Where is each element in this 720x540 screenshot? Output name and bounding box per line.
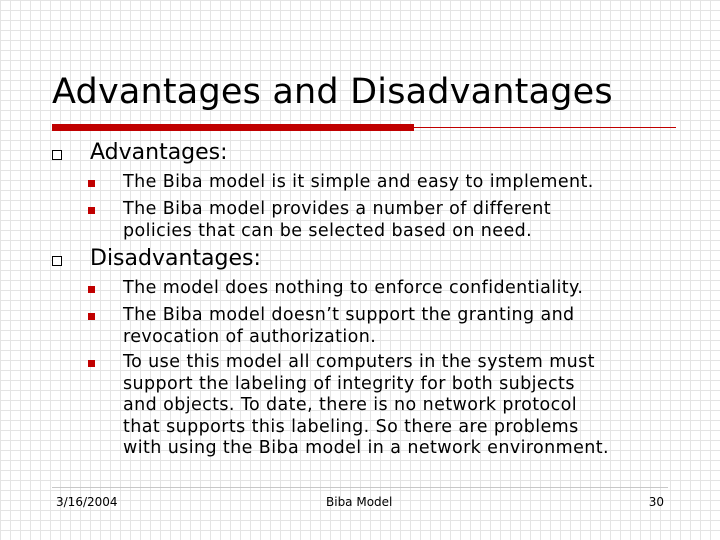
list-item-line: The Biba model is it simple and easy to implement. (123, 172, 594, 192)
footer-divider (52, 487, 668, 488)
list-item-line: support the labeling of integrity for both subjects (123, 373, 575, 394)
square-bullet-icon (88, 286, 95, 293)
square-bullet-icon (88, 207, 95, 214)
list-item-line: The Biba model doesn’t support the granting and (123, 305, 575, 325)
page-number: 30 (648, 495, 664, 509)
section-heading-advantages: Advantages: (90, 140, 228, 165)
hollow-square-bullet-icon (52, 256, 62, 266)
list-item-line: revocation of authorization. (123, 326, 377, 347)
list-item-line: with using the Biba model in a network environment. (123, 438, 609, 458)
hollow-square-bullet-icon (52, 150, 62, 160)
list-item-line: To use this model all computers in the system must (123, 352, 595, 372)
title-underline-accent (52, 124, 414, 131)
footer-date: 3/16/2004 (56, 495, 118, 509)
list-item-line: The model does nothing to enforce confidentiality. (123, 278, 584, 298)
list-item-line: policies that can be selected based on need. (123, 220, 533, 241)
section-heading-disadvantages: Disadvantages: (90, 246, 261, 271)
list-item (123, 352, 609, 460)
list-item (123, 278, 583, 300)
footer-title: Biba Model (326, 495, 393, 509)
square-bullet-icon (88, 313, 95, 320)
square-bullet-icon (88, 360, 95, 367)
square-bullet-icon (88, 180, 95, 187)
slide-title: Advantages and Disadvantages (52, 72, 613, 112)
list-item-line: and objects. To date, there is no network protocol (123, 395, 578, 415)
list-item (123, 305, 575, 348)
list-item-line: The Biba model provides a number of different (123, 199, 551, 219)
list-item-line: that supports this labeling. So there are problems (123, 416, 579, 437)
list-item (123, 199, 551, 242)
list-item (123, 172, 594, 194)
